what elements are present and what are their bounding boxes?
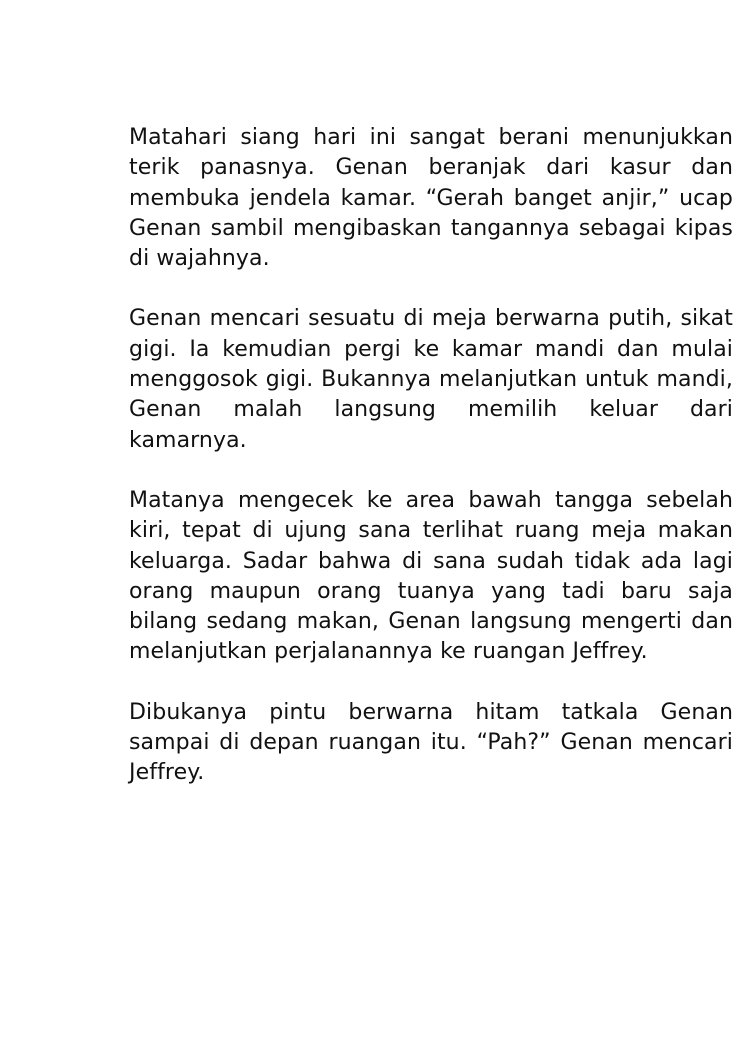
story-paragraph-1: Matahari siang hari ini sangat berani menunjukkan terik panasnya. Genan beranjak dari kasur dan membuka jendela kamar. “Gerah banget anjir,” ucap Genan sambil mengibaskan tangannya sebagai kipas di wajahnya. [129,125,733,272]
story-paragraph-3: Matanya mengecek ke area bawah tangga sebelah kiri, tepat di ujung sana terlihat ruang meja makan keluarga. Sadar bahwa di sana sudah tidak ada lagi orang maupun orang tuanya yang tadi baru saja bilang sedang makan, Genan langsung mengerti dan melanjutkan perjalanannya ke ruangan Jeffrey. [129,487,733,665]
story-paragraph-2: Genan mencari sesuatu di meja berwarna putih, sikat gigi. Ia kemudian pergi ke kamar mandi dan mulai menggosok gigi. Bukannya melanjutkan untuk mandi, Genan malah langsung memilih keluar dari kamarnya. [129,306,733,453]
story-paragraph-4: Dibukanya pintu berwarna hitam tatkala Genan sampai di depan ruangan itu. “Pah?” Genan mencari Jeffrey. [129,699,733,786]
story-text-column [129,123,733,819]
